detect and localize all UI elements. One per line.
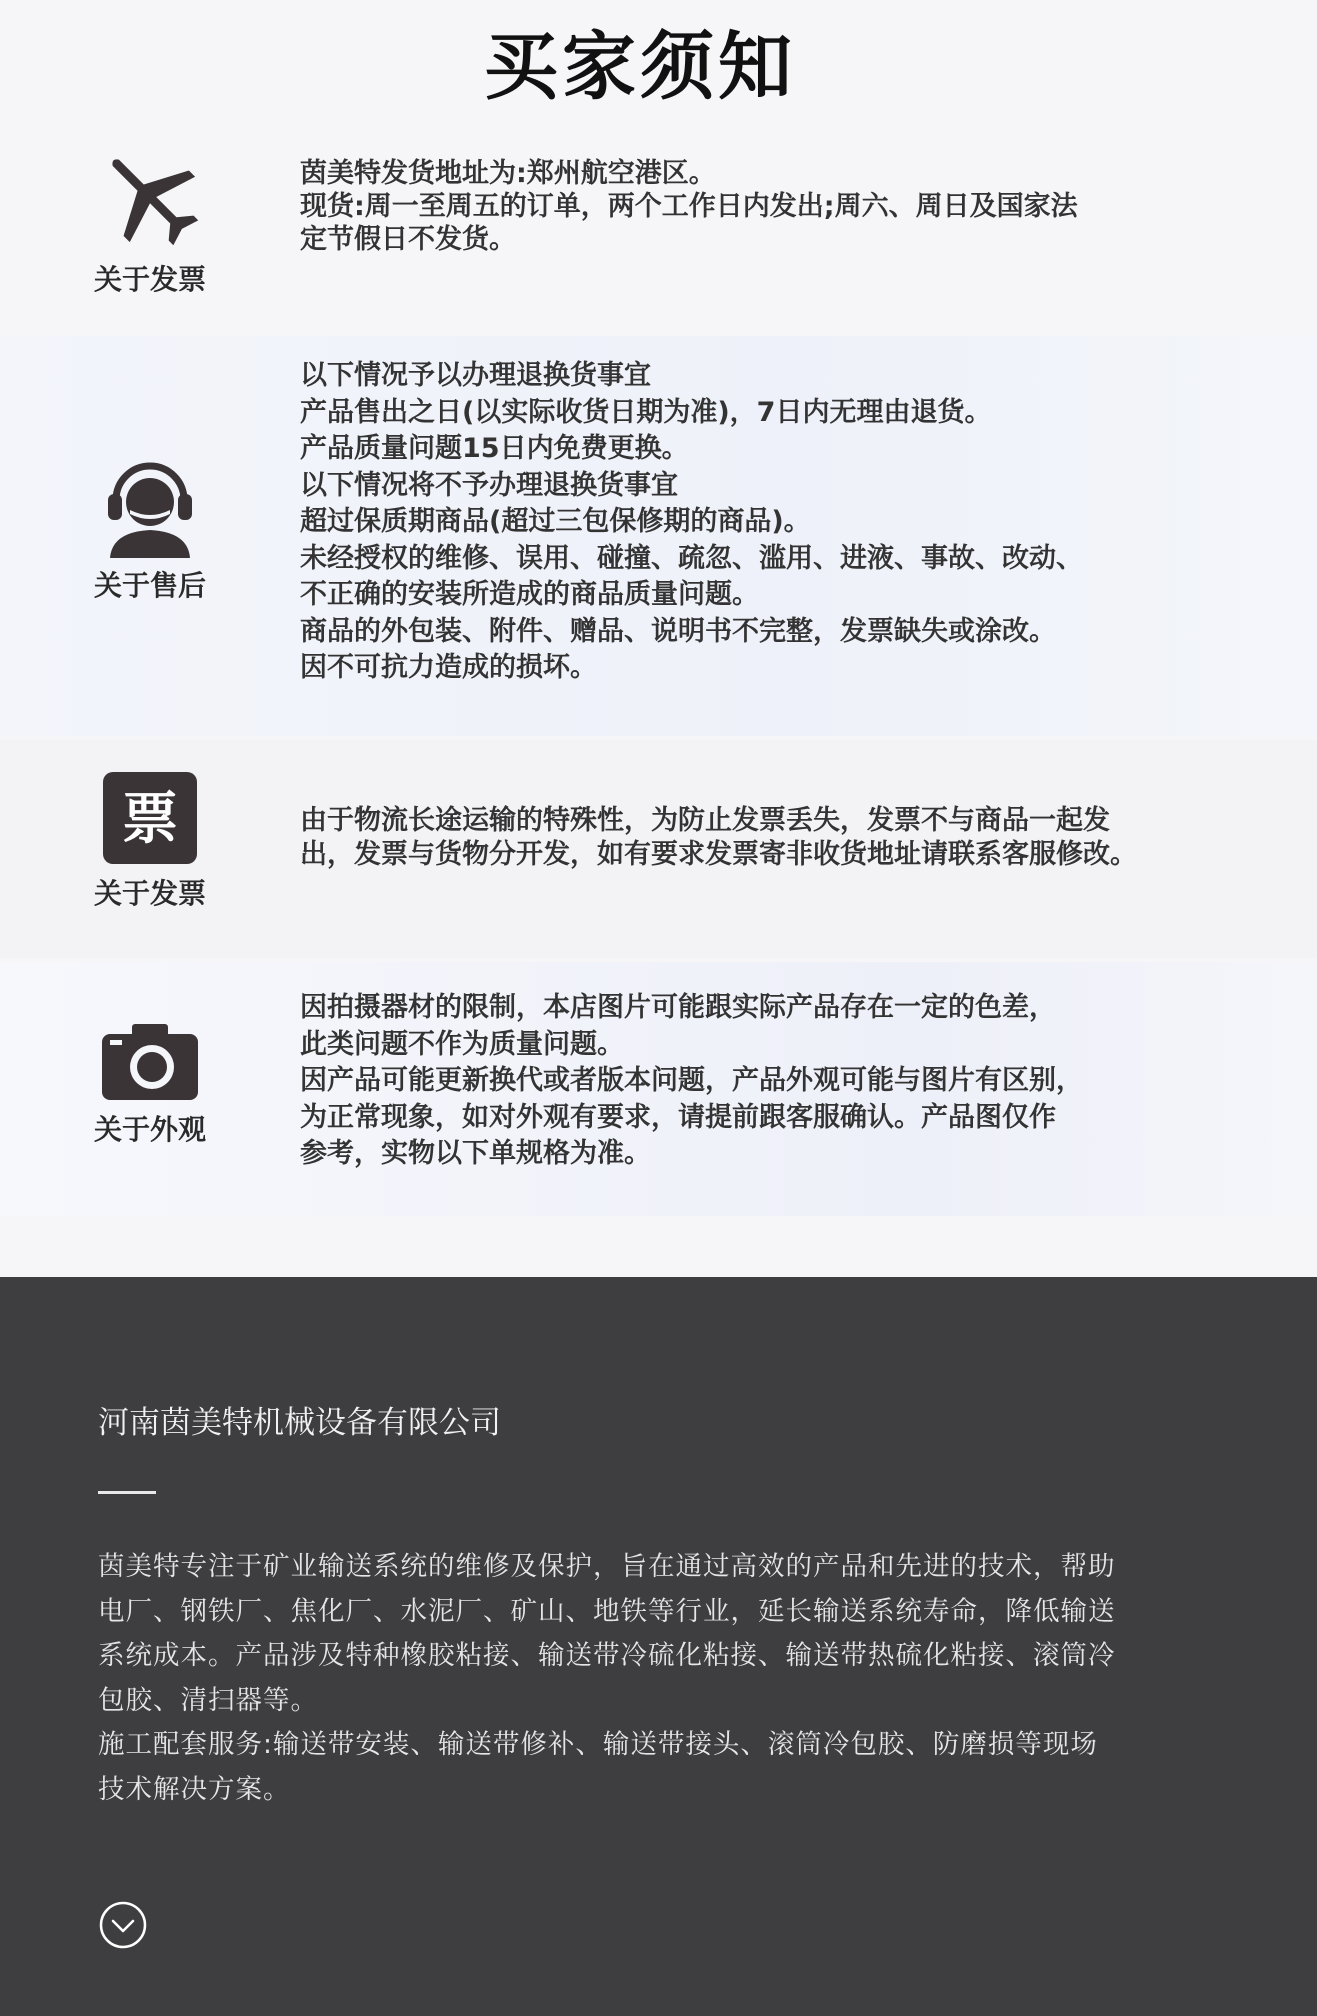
invoice-icon-column [70, 770, 230, 912]
camera-icon [100, 1022, 200, 1102]
text-line: 现货:周一至周五的订单，两个工作日内发出;周六、周日及国家法 [300, 191, 1078, 222]
description-line: 系统成本。产品涉及特种橡胶粘接、输送带冷硫化粘接、输送带热硫化粘接、滚筒冷 [98, 1640, 1116, 1671]
section-label: 关于外观 [93, 1113, 206, 1146]
after-sales-icon-column [70, 454, 230, 604]
text-line: 不正确的安装所造成的商品质量问题。 [300, 579, 759, 610]
description-line: 技术解决方案。 [98, 1773, 291, 1805]
appearance-icon-column [70, 1022, 230, 1148]
description-line: 包胶、清扫器等。 [98, 1684, 318, 1716]
appearance-section [0, 962, 1317, 1216]
text-line: 定节假日不发货。 [300, 224, 516, 255]
text-line: 由于物流长途运输的特殊性，为防止发票丢失，发票不与商品一起发 [300, 805, 1110, 836]
section-label: 关于发票 [93, 263, 206, 296]
divider [98, 1491, 156, 1494]
text-line: 为正常现象，如对外观有要求，请提前跟客服确认。产品图仅作 [300, 1101, 1056, 1133]
invoice-glyph: 票 [122, 787, 178, 852]
appearance-text [300, 990, 1260, 1173]
invoice-ticket-icon [101, 770, 199, 866]
text-line: 商品的外包装、附件、赠品、说明书不完整，发票缺失或涂改。 [300, 615, 1056, 647]
after-sales-text [300, 358, 1260, 687]
text-line: 产品售出之日(以实际收货日期为准)，7日内无理由退货。 [300, 396, 992, 428]
customer-service-headset-icon [102, 454, 198, 558]
description-line: 施工配套服务:输送带安装、输送带修补、输送带接头、滚筒冷包胶、防磨损等现场 [98, 1729, 1098, 1760]
shipping-icon-column [70, 142, 230, 298]
invoice-text [300, 804, 1260, 872]
company-description [98, 1545, 1248, 1812]
text-line: 因拍摄器材的限制，本店图片可能跟实际产品存在一定的色差， [300, 992, 1056, 1023]
text-line: 参考，实物以下单规格为准。 [300, 1138, 651, 1169]
shipping-text [300, 157, 1260, 256]
airplane-icon [95, 142, 205, 252]
text-line: 以下情况予以办理退换货事宜 [300, 360, 651, 391]
shipping-section [0, 130, 1317, 330]
text-line: 因不可抗力造成的损坏。 [300, 652, 597, 683]
text-line: 因产品可能更新换代或者版本问题，产品外观可能与图片有区别， [300, 1065, 1083, 1096]
text-line: 以下情况将不予办理退换货事宜 [300, 469, 678, 501]
description-line: 茵美特专注于矿业输送系统的维修及保护，旨在通过高效的产品和先进的技术，帮助 [98, 1551, 1116, 1582]
invoice-section [0, 740, 1317, 958]
page-title: 买家须知 [484, 24, 796, 110]
section-label: 关于售后 [93, 569, 206, 602]
description-line: 电厂、钢铁厂、焦化厂、水泥厂、矿山、地铁等行业，延长输送系统寿命，降低输送 [98, 1595, 1116, 1627]
chevron-down-circle-icon[interactable] [99, 1901, 147, 1949]
company-name: 河南茵美特机械设备有限公司 [98, 1405, 501, 1441]
after-sales-section [0, 336, 1317, 736]
text-line: 超过保质期商品(超过三包保修期的商品)。 [300, 506, 811, 537]
company-footer [0, 1277, 1317, 2016]
text-line: 此类问题不作为质量问题。 [300, 1028, 624, 1060]
text-line: 出，发票与货物分开发，如有要求发票寄非收货地址请联系客服修改。 [300, 839, 1137, 870]
section-label: 关于发票 [93, 877, 206, 910]
text-line: 茵美特发货地址为:郑州航空港区。 [300, 158, 716, 189]
text-line: 未经授权的维修、误用、碰撞、疏忽、滥用、进液、事故、改动、 [300, 542, 1083, 574]
text-line: 产品质量问题15日内免费更换。 [300, 433, 689, 464]
